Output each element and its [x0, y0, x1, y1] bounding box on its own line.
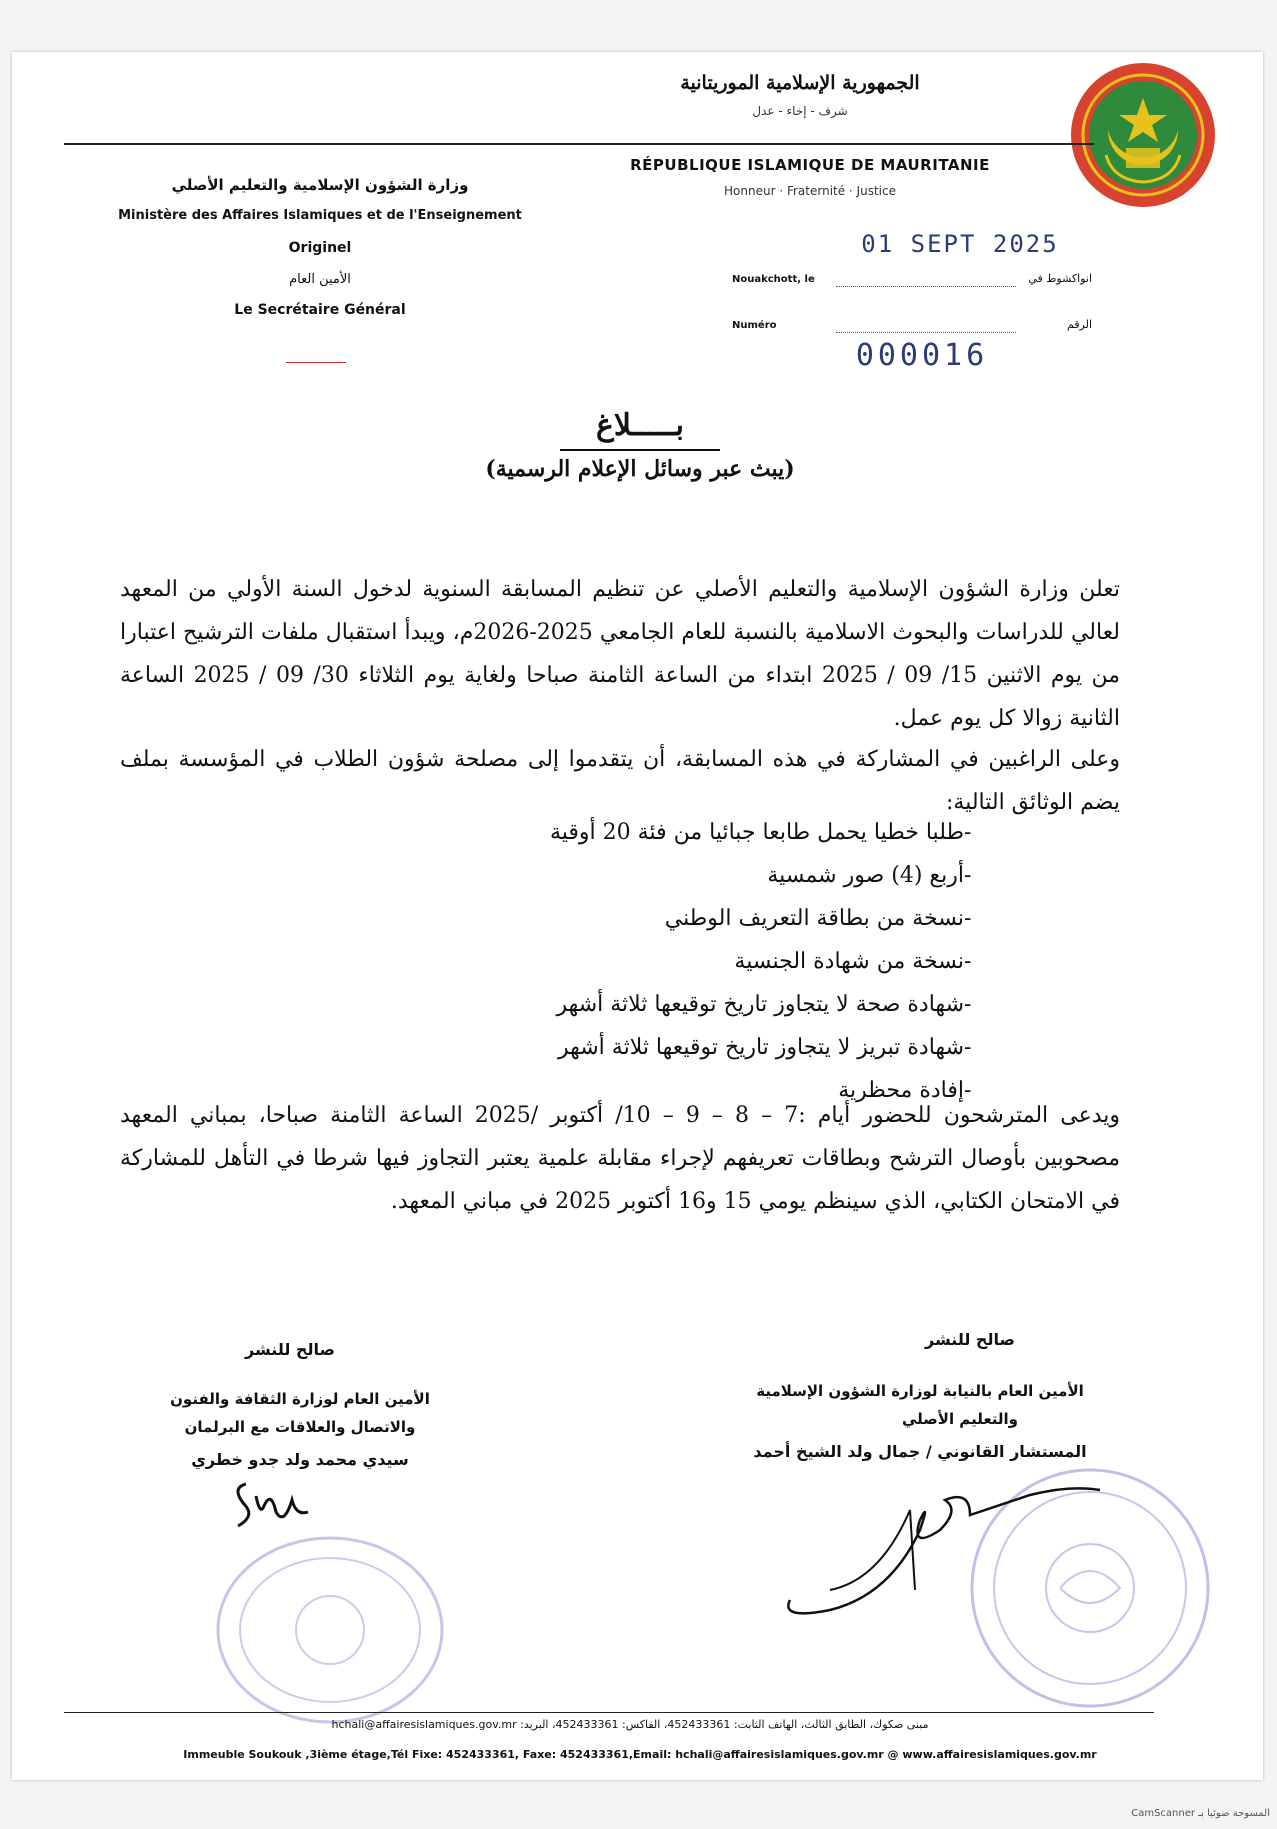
header-french-title: RÉPUBLIQUE ISLAMIQUE DE MAURITANIE: [630, 156, 990, 174]
place-date-field: [732, 272, 1092, 292]
header-arabic-motto: شرف - إخاء - عدل: [752, 104, 848, 118]
decorative-dash: [286, 362, 346, 363]
right-signatory-title-2: والتعليم الأصلي: [901, 1410, 1019, 1428]
notice-subtitle: (يبث عبر وسائل الإعلام الرسمية): [485, 456, 795, 482]
left-handwritten-signature: [226, 1476, 316, 1542]
national-emblem-icon: [1068, 60, 1218, 210]
ministry-original-label: Originel: [288, 240, 352, 256]
number-field: [732, 318, 1092, 338]
footer-divider: [64, 1712, 1154, 1713]
footer-french-address: Immeuble Soukouk ,3ième étage,Tél Fixe: 452433361, Faxe: 452433361,Email: hchali@affairesislamiques.gov.mr @ www.affairesislamiques.gov.mr: [183, 1748, 1097, 1761]
number-stamp: 000016: [855, 338, 989, 373]
place-label-french: Nouakchott, le: [732, 274, 815, 285]
scanner-watermark: CamScanner المسوحة ضوئيا بـ: [1131, 1808, 1270, 1819]
list-item: -نسخة من شهادة الجنسية: [734, 949, 972, 974]
right-signatory-title-1: الأمين العام بالنيابة لوزارة الشؤون الإسلامية: [756, 1382, 1084, 1400]
list-item: -شهادة تبريز لا يتجاوز تاريخ توقيعها ثلاثة أشهر: [557, 1035, 972, 1060]
right-signatory-name: المستشار القانوني / جمال ولد الشيخ أحمد: [753, 1442, 1087, 1461]
notice-paragraph-2: وعلى الراغبين في المشاركة في هذه المسابقة، أن يتقدموا إلى مصلحة شؤون الطلاب في المؤسسة بملف يضم الوثائق التالية:: [120, 747, 1120, 815]
notice-paragraph-3: ويدعى المترشحون للحضور أيام :7 – 8 – 9 – 10/ أكتوبر /2025 الساعة الثامنة صباحا، بمباني المعهد مصحوبين بأوصال الترشح وبطاقات تعريفهم لإجراء مقابلة علمية يعتبر التجاوز فيها شرطا في التأهل للمشاركة في الامتحان الكتابي، الذي سينظم يومي 15 و16 أكتوبر 2025 في مباني المعهد.: [120, 1103, 1121, 1214]
list-item: -إفادة محظرية: [838, 1078, 972, 1103]
left-publish-approval: صالح للنشر: [245, 1340, 335, 1359]
required-documents-list: [420, 811, 1000, 1112]
notice-title: بـــــلاغ: [595, 408, 685, 443]
secretary-general-arabic: الأمين العام: [289, 272, 351, 287]
list-item: -أربع (4) صور شمسية: [767, 863, 972, 888]
number-label-french: Numéro: [732, 320, 777, 331]
ministry-arabic-name: وزارة الشؤون الإسلامية والتعليم الأصلي: [171, 176, 469, 194]
left-signatory-name: سيدي محمد ولد جدو خطري: [191, 1450, 409, 1469]
secretary-general-french: Le Secrétaire Général: [234, 302, 406, 318]
right-handwritten-signature: [770, 1470, 1110, 1630]
list-item: -نسخة من بطاقة التعريف الوطني: [664, 906, 972, 931]
number-line: [836, 332, 1016, 333]
place-label-arabic: انواكشوط في: [1028, 272, 1092, 285]
right-publish-approval: صالح للنشر: [925, 1330, 1015, 1349]
date-stamp: 01 SEPT 2025: [861, 230, 1059, 258]
notice-paragraph-1: تعلن وزارة الشؤون الإسلامية والتعليم الأصلي عن تنظيم المسابقة السنوية لدخول السنة الأولي من المعهد لعالي للدراسات والبحوث الاسلامية بالنسبة للعام الجامعي 2025-2026م، ويبدأ استقبال ملفات الترشيح اعتبارا من يوم الاثنين 15/ 09 / 2025 ابتداء من الساعة الثامنة صباحا ولغاية يوم الثلاثاء 30/ 09 / 2025 الساعة الثانية زوالا كل يوم عمل.: [120, 577, 1121, 731]
header-french-motto: Honneur · Fraternité · Justice: [724, 184, 896, 198]
number-label-arabic: الرقم: [1066, 318, 1092, 331]
header-arabic-title: الجمهورية الإسلامية الموريتانية: [680, 72, 920, 94]
list-item: -طلبا خطيا يحمل طابعا جبائيا من فئة 20 أوقية: [549, 820, 972, 845]
left-signatory-title-1: الأمين العام لوزارة الثقافة والفنون: [170, 1390, 430, 1408]
culture-ministry-seal-icon: [200, 1530, 460, 1730]
list-item: -شهادة صحة لا يتجاوز تاريخ توقيعها ثلاثة أشهر: [556, 992, 972, 1017]
ministry-french-name: Ministère des Affaires Islamiques et de l'Enseignement: [118, 208, 522, 223]
left-signatory-title-2: والاتصال والعلاقات مع البرلمان: [184, 1418, 416, 1436]
header-divider: [64, 143, 1094, 145]
title-underline: [560, 448, 720, 452]
footer-arabic-address: مبنى صكوك، الطابق الثالث، الهاتف الثابت: 452433361، الفاكس: 452433361، البريد: hchali@affairesislamiques.gov.mr: [331, 1718, 929, 1731]
place-date-line: [836, 286, 1016, 287]
